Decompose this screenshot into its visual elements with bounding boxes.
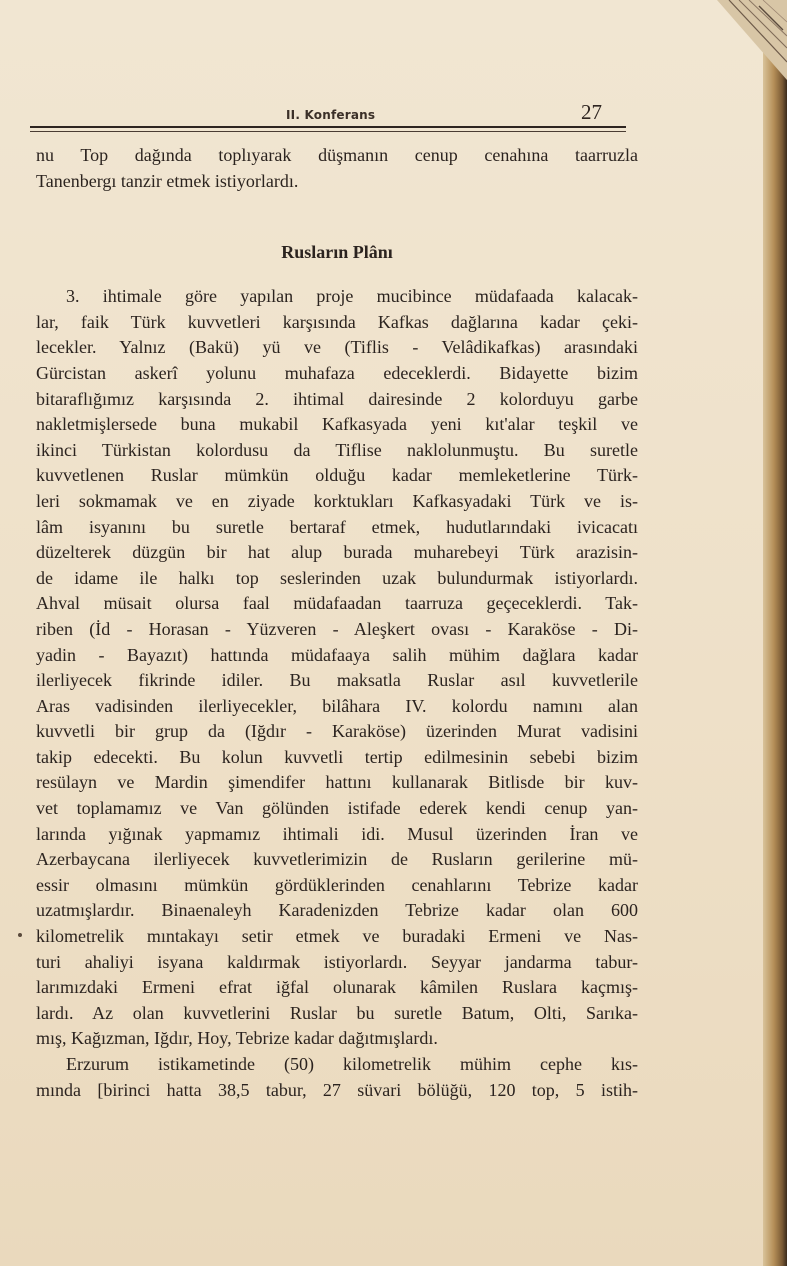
text-line: düzelterek düzgün bir hat alup burada muharebeyi Türk arazisin- (36, 542, 638, 563)
text-line: uzatmışlardır. Binaenaleyh Karadenizden Tebrize kadar olan 600 (36, 900, 638, 921)
text-line: Aras vadisinden ilerliyecekler, bilâhara IV. kolordu namını alan (36, 695, 638, 716)
text-line: larında yığınak yapmamız ihtimali idi. Musul üzerinden İran ve (36, 823, 638, 844)
body-text (36, 143, 638, 1103)
text-line: turi ahaliyi isyana kaldırmak istiyorlardı. Seyyar jandarma tabur- (36, 951, 638, 972)
running-title: II. Konferans (286, 108, 376, 122)
text-line: takip edecekti. Bu kolun kuvvetli tertip edilmesinin sebebi bizim (36, 746, 638, 767)
text-line: vet toplamamız ve Van gölünden istifade ederek kendi cenup yan- (36, 798, 638, 819)
text-line: kilometrelik mıntakayı setir etmek ve buradaki Ermeni ve Nas- (36, 926, 638, 947)
text-line: bitaraflığımız karşısında 2. ihtimal dairesinde 2 kolorduyu garbe (36, 388, 638, 409)
text-line: 3. ihtimale göre yapılan proje mucibince müdafaada kalacak- (66, 286, 638, 307)
header-rule-thick (30, 126, 626, 128)
text-line: Azerbaycana ilerliyecek kuvvetlerimizin de Rusların gerilerine mü- (36, 849, 638, 870)
text-line: ilerliyecek fikrinde idiler. Bu maksatla Ruslar asıl kuvvetlerile (36, 670, 638, 691)
text-line: Tanenbergı tanzir etmek istiyorlardı. (36, 170, 299, 191)
text-line: nakletmişlersede buna mukabil Kafkasyada yeni kıt'alar teşkil ve (36, 414, 638, 435)
text-line: essir olmasını mümkün gördüklerinden cenahlarını Tebrize kadar (36, 874, 638, 895)
text-line: leri sokmamak ve en ziyade korktukları Kafkasyadaki Türk ve is- (36, 490, 638, 511)
text-line: mında [birinci hatta 38,5 tabur, 27 süvari bölüğü, 120 top, 5 istih- (36, 1079, 638, 1100)
folded-corner-graphic (677, 0, 787, 90)
text-line: Ahval müsait olursa faal müdafaadan taarruza geçeceklerdi. Tak- (36, 593, 638, 614)
page-edge-shadow (763, 0, 787, 1266)
text-line: lardı. Az olan kuvvetlerini Ruslar bu suretle Batum, Olti, Sarıka- (36, 1002, 638, 1023)
text-line: riben (İd - Horasan - Yüzveren - Aleşkert ovası - Karaköse - Di- (36, 618, 638, 639)
text-line: kuvvetli bir grup da (Iğdır - Karaköse) üzerinden Murat vadisini (36, 721, 638, 742)
text-line: ikinci Türkistan kolordusu da Tiflise naklolunmuştu. Bu suretle (36, 439, 638, 460)
text-line: mış, Kağızman, Iğdır, Hoy, Tebrize kadar dağıtmışlardı. (36, 1028, 438, 1049)
text-line: lar, faik Türk kuvvetleri karşısında Kafkas dağlarına kadar çeki- (36, 311, 638, 332)
section-heading: Rusların Plânı (281, 242, 393, 263)
text-line: yadin - Bayazıt) hattında müdafaaya salih mühim dağlara kadar (36, 644, 638, 665)
text-line: larımızdaki Ermeni efrat iğfal olunarak kâmilen Ruslara kaçmış- (36, 977, 638, 998)
text-line: nu Top dağında toplıyarak düşmanın cenup cenahına taarruzla (36, 145, 638, 165)
margin-dot (18, 933, 22, 937)
text-line: de idame ile halkı top seslerinden uzak bulundurmak istiyorlardı. (36, 567, 638, 588)
paragraph-2 (36, 1052, 638, 1103)
page-number: 27 (581, 100, 602, 124)
paragraph-1 (36, 284, 638, 1052)
text-line: Gürcistan askerî yolunu muhafaza edeceklerdi. Bidayette bizim (36, 362, 638, 383)
text-line: kuvvetlenen Ruslar mümkün olduğu kadar memleketlerine Türk- (36, 465, 638, 486)
text-line: Erzurum istikametinde (50) kilometrelik mühim cephe kıs- (66, 1054, 638, 1074)
text-line: lecekler. Yalnız (Bakü) yü ve (Tiflis - Velâdikafkas) arasındaki (36, 337, 638, 358)
text-line: lâm isyanını bu suretle bertaraf etmek, hudutlarındaki ivicacatı (36, 516, 638, 537)
text-line: resülayn ve Mardin şimendifer hattını kullanarak Bitlisde bir kuv- (36, 772, 638, 793)
header-rule-thin (30, 131, 626, 132)
